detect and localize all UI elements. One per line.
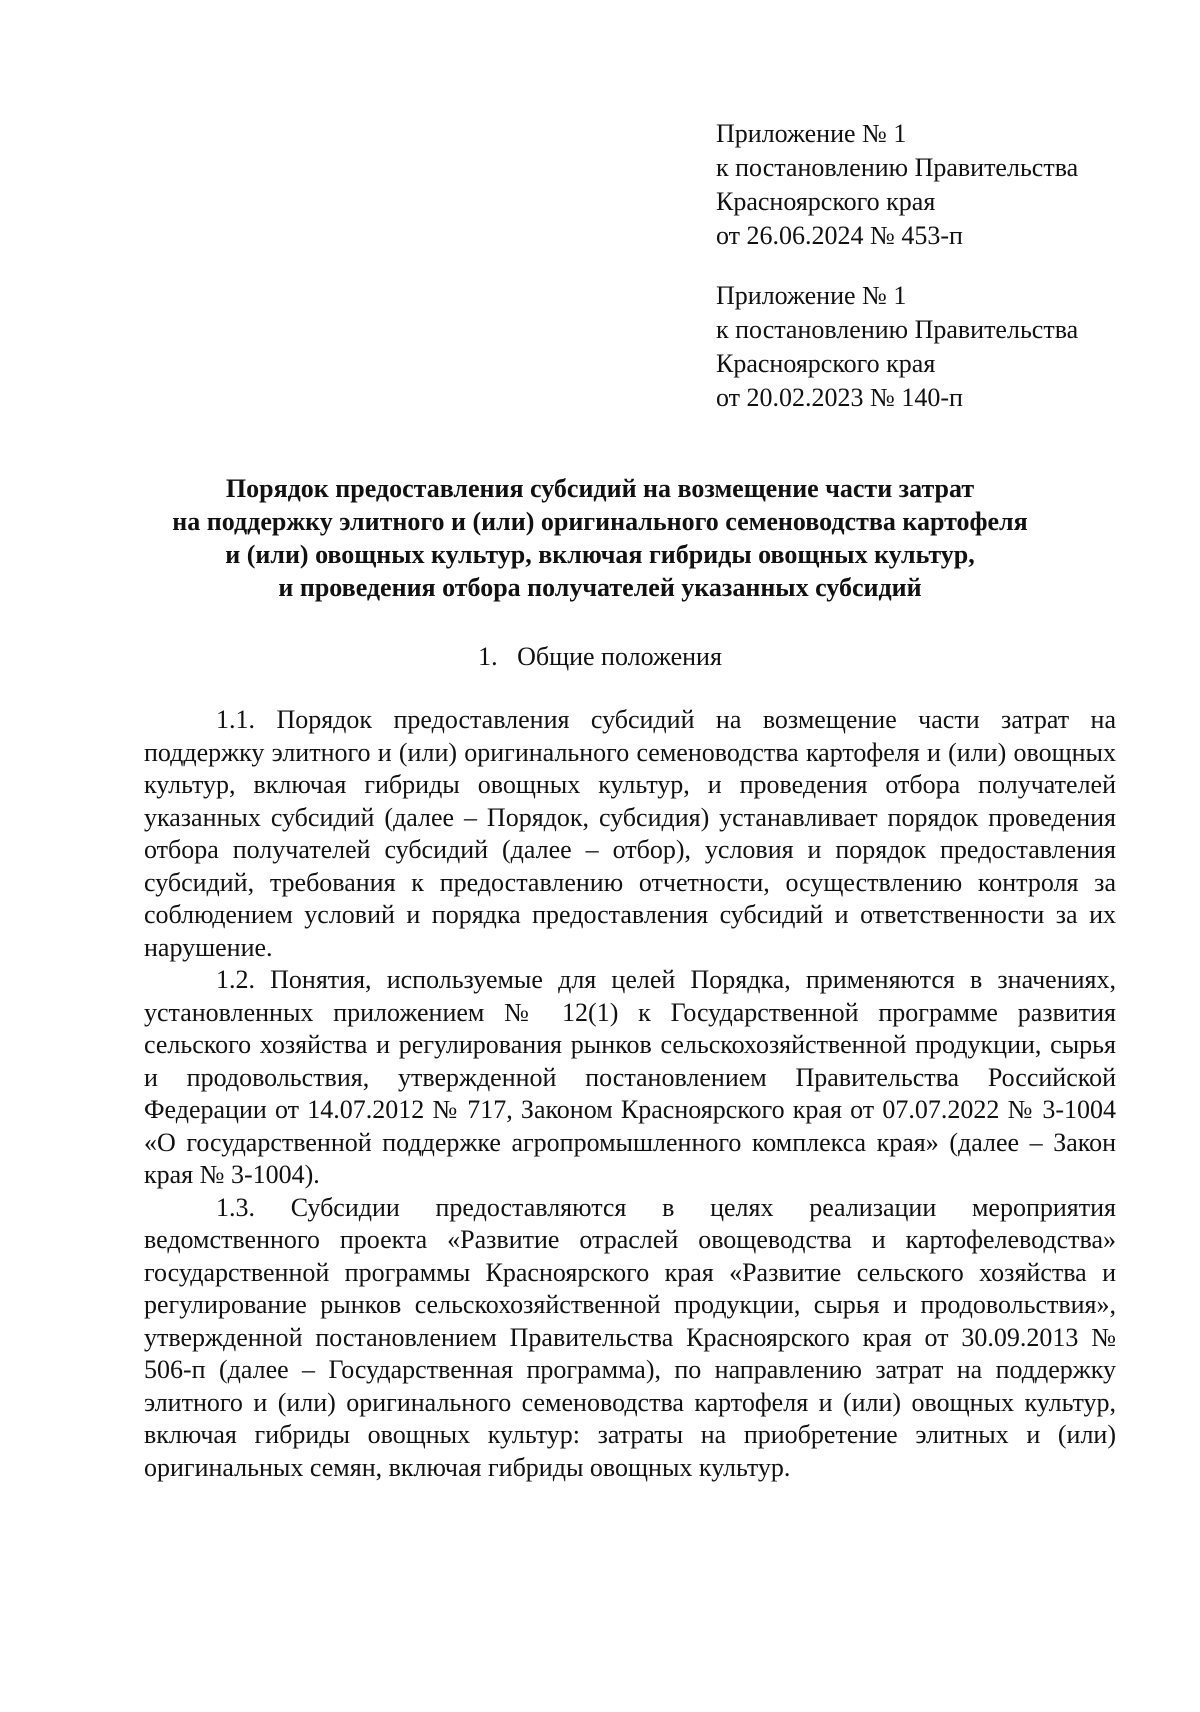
- appendix-header-current: [716, 117, 1136, 253]
- paragraph-1-3: 1.3. Субсидии предоставляются в целях реализации мероприятия ведомственного проекта «Развитие отраслей овощеводства и картофелеводства» государственной программы Красноярского края «Развитие сельского хозяйства и регулирование рынков сельскохозяйственной продукции, сырья и продовольствия», утвержденной постановлением Правительства Красноярского края от 30.09.2013 № 506-п (далее – Государственная программа), по направлению затрат на поддержку элитного и (или) оригинального семеноводства картофеля и (или) овощных культур, включая гибриды овощных культур: затраты на приобретение элитных и (или) оригинальных семян, включая гибриды овощных культур.: [144, 1192, 1116, 1482]
- paragraph-1-2: 1.2. Понятия, используемые для целей Порядка, применяются в значениях, установленных приложением № 12(1) к Государственной программе развития сельского хозяйства и регулирования рынков сельскохозяйственной продукции, сырья и продовольствия, утвержденной постановлением Правительства Российской Федерации от 14.07.2012 № 717, Законом Красноярского края от 07.07.2022 № 3-1004 «О государственной поддержке агропромышленного комплекса края» (далее – Закон края № 3-1004).: [144, 965, 1116, 1189]
- appendix-line: Приложение № 1: [716, 281, 907, 310]
- appendix-line: к постановлению Правительства: [716, 153, 1079, 182]
- appendix-line: к постановлению Правительства: [716, 315, 1079, 344]
- section-heading: 1. Общие положения: [478, 642, 722, 671]
- paragraph-1-1: 1.1. Порядок предоставления субсидий на возмещение части затрат на поддержку элитного и (или) оригинального семеноводства картофеля и (или) овощных культур, включая гибриды овощных культур, и проведения отбора получателей указанных субсидий (далее – Порядок, субсидия) устанавливает порядок проведения отбора получателей субсидий (далее – отбор), условия и порядок предоставления субсидий, требования к предоставлению отчетности, осуществлению контроля за соблюдением условий и порядка предоставления субсидий и ответственности за их нарушение.: [144, 705, 1116, 962]
- appendix-line: Красноярского края: [716, 349, 936, 378]
- document-title: [100, 472, 1100, 604]
- title-line: и (или) овощных культур, включая гибриды овощных культур,: [225, 540, 975, 569]
- title-line: и проведения отбора получателей указанных субсидий: [278, 573, 922, 602]
- title-line: Порядок предоставления субсидий на возмещение части затрат: [225, 474, 975, 503]
- title-line: на поддержку элитного и (или) оригинального семеноводства картофеля: [172, 507, 1028, 536]
- appendix-line: от 26.06.2024 № 453-п: [716, 221, 963, 250]
- appendix-line: Приложение № 1: [716, 119, 907, 148]
- appendix-header-original: [716, 279, 1136, 415]
- document-body: [144, 704, 1116, 1484]
- appendix-line: Красноярского края: [716, 187, 936, 216]
- appendix-line: от 20.02.2023 № 140-п: [716, 383, 963, 412]
